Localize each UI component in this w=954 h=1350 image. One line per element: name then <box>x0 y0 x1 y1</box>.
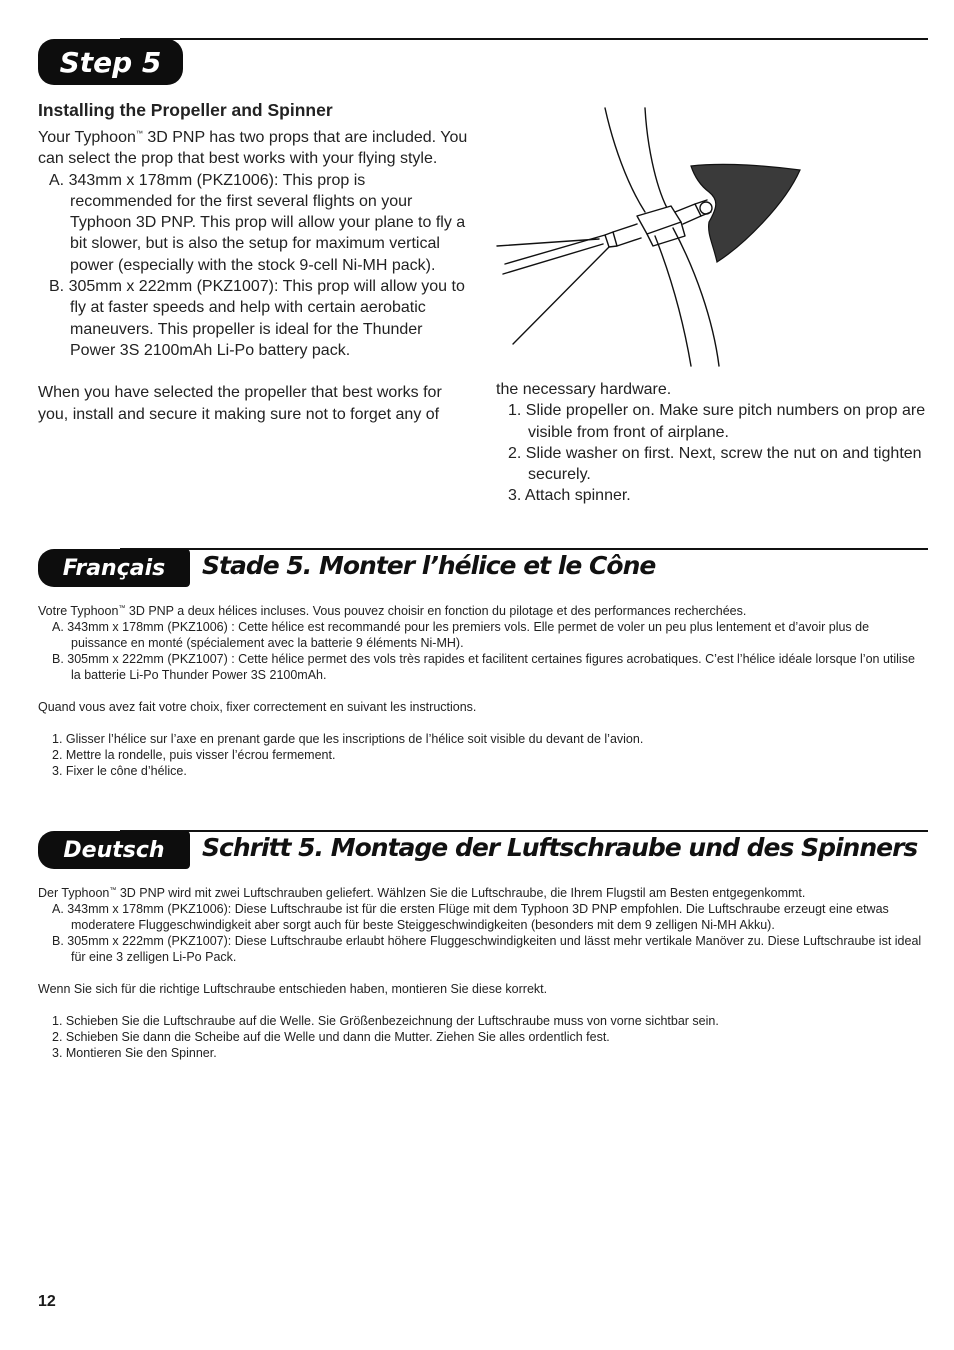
english-closing-right: the necessary hardware. <box>496 381 672 398</box>
german-tab <box>38 831 190 869</box>
french-option-b: B. 305mm x 222mm (PKZ1007) : Cette hélice permet des vols très rapides et facilitent certaines figures acrobatiques. C’est l’hélice idéale lorsque l’on utilise la batterie Li-Po Thunder Power 3S 2100mAh. <box>52 652 915 682</box>
english-left-column <box>38 99 470 425</box>
french-tab-label: Français <box>62 555 166 581</box>
english-step-1: 1. Slide propeller on. Make sure pitch numbers on prop are visible from front of airplane. <box>508 402 926 441</box>
french-body <box>38 603 923 779</box>
german-closing: Wenn Sie sich für die richtige Luftschraube entschieden haben, montieren Sie diese korrekt. <box>38 982 548 996</box>
step-badge <box>38 39 183 85</box>
page-number: 12 <box>38 1293 56 1310</box>
german-body <box>38 885 923 1061</box>
english-option-a: A. 343mm x 178mm (PKZ1006): This prop is recommended for the first several flights on your Typhoon 3D PNP. This prop will allow your plane to fly a bit slower, but is also the setup for maximum vertical power (especially with the stock 9-cell Ni-MH pack). <box>49 171 466 274</box>
french-step-3: 3. Fixer le cône d’hélice. <box>52 764 187 778</box>
english-intro: Your Typhoon™ 3D PNP has two props that are included. You can select the prop that best works with your flying style. <box>38 129 468 168</box>
french-step-2: 2. Mettre la rondelle, puis visser l’écrou fermement. <box>52 748 336 762</box>
french-rule <box>120 548 928 550</box>
german-step-3: 3. Montieren Sie den Spinner. <box>52 1046 217 1060</box>
german-rule <box>120 830 928 832</box>
french-title: Stade 5. Monter l’hélice et le Cône <box>202 551 656 580</box>
german-step-1: 1. Schieben Sie die Luftschraube auf die Welle. Sie Größenbezeichnung der Luftschraube muss von vorne sichtbar sein. <box>52 1014 719 1028</box>
french-closing: Quand vous avez fait votre choix, fixer correctement en suivant les instructions. <box>38 700 477 714</box>
english-closing-left: When you have selected the propeller that best works for you, install and secure it making sure not to forget any of <box>38 384 442 423</box>
german-tab-label: Deutsch <box>63 837 165 863</box>
step-label: Step 5 <box>59 45 162 79</box>
english-step-3: 3. Attach spinner. <box>508 487 631 505</box>
german-title: Schritt 5. Montage der Luftschraube und des Spinners <box>202 833 918 862</box>
german-option-a: A. 343mm x 178mm (PKZ1006): Diese Luftschraube ist für die ersten Flüge mit dem Typhoon 3D PNP empfohlen. Die Luftschraube erzeugt eine etwas moderatere Fluggeschwindigkeit aber sorgt auch für beste Steiggeschwindigkeiten (besonders mit dem 9 zelligen Ni-MH Akku). <box>52 902 889 932</box>
french-tab <box>38 549 190 587</box>
header-rule <box>120 38 928 40</box>
french-step-1: 1. Glisser l’hélice sur l’axe en prenant garde que les inscriptions de l’hélice soit visible du devant de l’avion. <box>52 732 644 746</box>
english-heading: Installing the Propeller and Spinner <box>38 100 333 120</box>
propeller-illustration <box>495 104 830 369</box>
french-intro: Votre Typhoon™ 3D PNP a deux hélices incluses. Vous pouvez choisir en fonction du pilotage et des performances recherchées. <box>38 604 747 618</box>
german-option-b: B. 305mm x 222mm (PKZ1007): Diese Luftschraube erlaubt höhere Fluggeschwindigkeiten und lässt mehr vertikale Manöver zu. Diese Luftschraube ist ideal für eine 3 zelligen Li-Po Pack. <box>52 934 922 964</box>
english-right-column <box>496 379 926 507</box>
german-intro: Der Typhoon™ 3D PNP wird mit zwei Luftschrauben geliefert. Wählzen Sie die Luftschraube, die Ihrem Flugstil am Besten entgegenkommt. <box>38 886 806 900</box>
english-option-b: B. 305mm x 222mm (PKZ1007): This prop will allow you to fly at faster speeds and help with certain aerobatic maneuvers. This propeller is ideal for the Thunder Power 3S 2100mAh Li-Po battery pack. <box>49 278 465 359</box>
german-step-2: 2. Schieben Sie dann die Scheibe auf die Welle und dann die Mutter. Ziehen Sie alles ordentlich fest. <box>52 1030 610 1044</box>
english-step-2: 2. Slide washer on first. Next, screw the nut on and tighten securely. <box>508 444 922 484</box>
french-option-a: A. 343mm x 178mm (PKZ1006) : Cette hélice est recommandé pour les premiers vols. Elle permet de voler un peu plus lentement et d’avoir plus de puissance en monté (spécialement avec la batterie 9 éléments Ni-MH). <box>52 620 870 650</box>
